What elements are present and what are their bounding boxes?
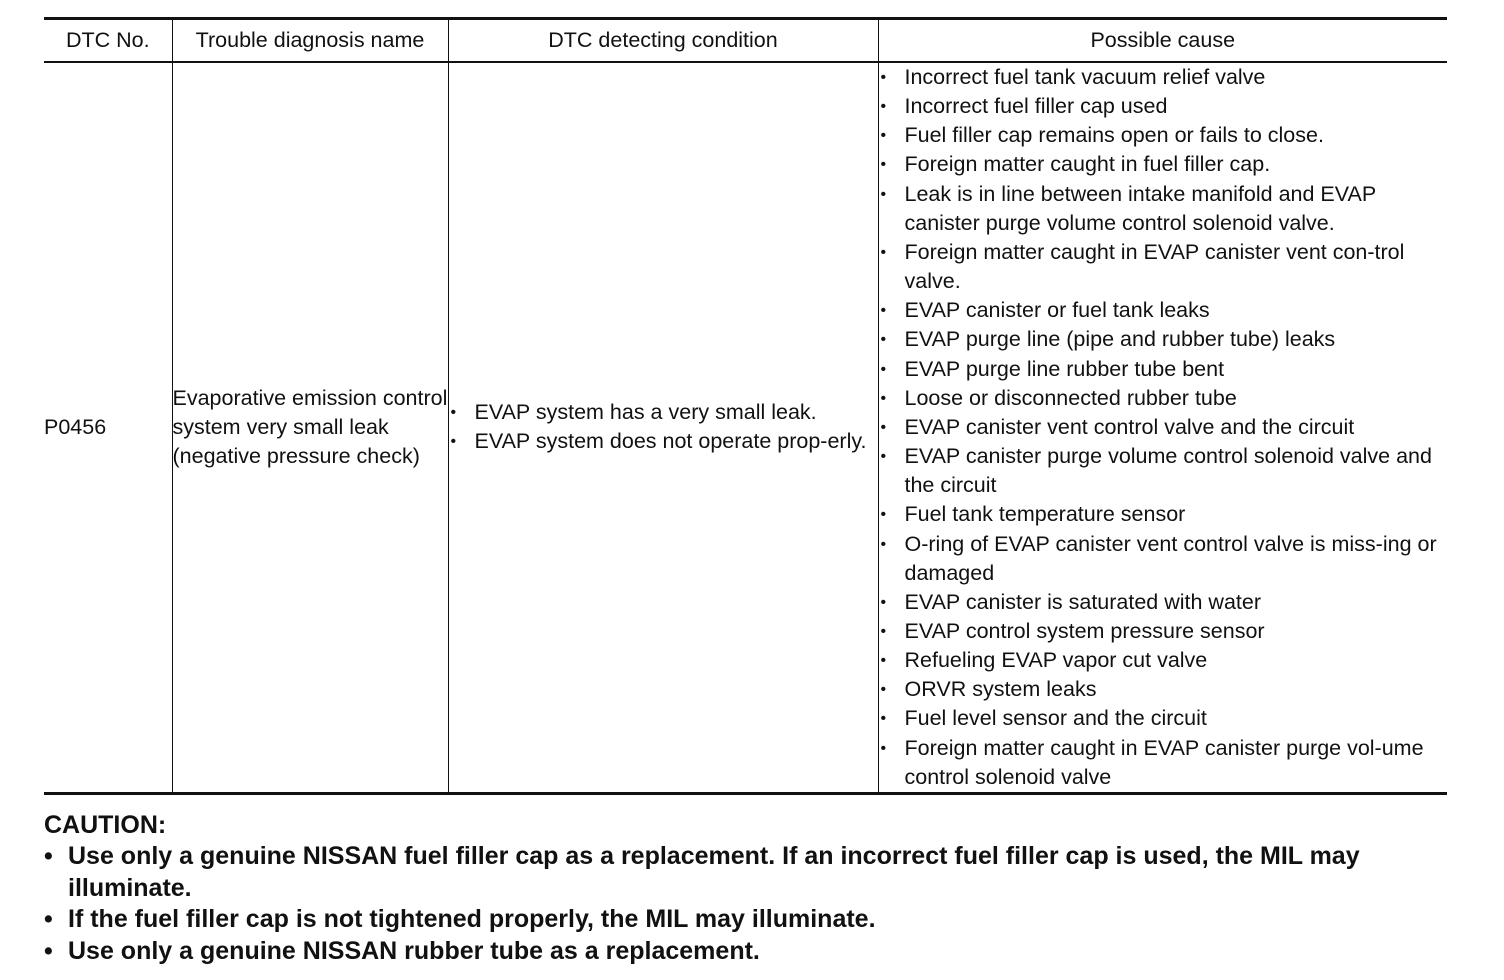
- condition-item: [449, 427, 878, 456]
- cause-item-text: Foreign matter caught in fuel filler cap.: [904, 152, 1271, 177]
- bullet-icon: •: [880, 243, 887, 261]
- bullet-icon: •: [880, 185, 887, 203]
- cause-item: [879, 442, 1448, 500]
- bullet-icon: •: [880, 681, 887, 699]
- bullet-icon: •: [450, 433, 457, 451]
- cause-item: [879, 92, 1448, 121]
- bullet-icon: •: [450, 404, 457, 422]
- caution-block: [44, 810, 1484, 967]
- cause-item-text: Incorrect fuel tank vacuum relief valve: [904, 65, 1266, 89]
- cause-item: [879, 238, 1448, 296]
- cause-item-text: Foreign matter caught in EVAP canister purge vol-ume control solenoid valve: [904, 735, 1424, 789]
- caution-title: CAUTION:: [44, 811, 167, 839]
- cause-item: [879, 63, 1448, 92]
- cause-item-text: EVAP purge line (pipe and rubber tube) leaks: [904, 327, 1336, 352]
- dtc-table: [44, 17, 1447, 795]
- cause-item-text: Fuel filler cap remains open or fails to close.: [904, 123, 1324, 148]
- condition-item-text: EVAP system has a very small leak.: [474, 400, 817, 425]
- bullet-icon: •: [880, 302, 887, 320]
- bullet-icon: •: [880, 389, 887, 407]
- cause-item: [879, 325, 1448, 354]
- header-possible-cause: Possible cause: [878, 19, 1447, 63]
- cause-item: [879, 355, 1448, 384]
- cause-item: [879, 121, 1448, 150]
- bullet-icon: •: [880, 535, 887, 553]
- table-header-row: [44, 19, 1447, 63]
- bullet-icon: •: [880, 506, 887, 524]
- cause-item-text: O-ring of EVAP canister vent control valve is miss-ing or damaged: [904, 531, 1437, 585]
- cause-item-text: Fuel level sensor and the circuit: [904, 706, 1207, 731]
- bullet-icon: •: [880, 331, 887, 349]
- cause-item-text: Leak is in line between intake manifold and EVAP canister purge volume control solenoid valve.: [904, 181, 1376, 235]
- cause-item: [879, 734, 1448, 792]
- cause-item-text: Fuel tank temperature sensor: [904, 502, 1186, 527]
- table-row: [44, 62, 1447, 793]
- condition-item-text: EVAP system does not operate prop-erly.: [474, 429, 867, 454]
- possible-causes-list: [879, 63, 1448, 792]
- cause-item-text: Loose or disconnected rubber tube: [904, 385, 1237, 410]
- possible-causes-cell: [878, 62, 1447, 793]
- cause-item-text: EVAP purge line rubber tube bent: [904, 356, 1225, 381]
- dtc-code: P0456: [44, 62, 172, 793]
- bullet-icon: •: [880, 418, 887, 436]
- bullet-icon: •: [44, 842, 53, 870]
- bullet-icon: •: [44, 905, 53, 933]
- cause-item-text: EVAP canister purge volume control solenoid valve and the circuit: [904, 444, 1432, 498]
- trouble-diagnosis-name: Evaporative emission control system very small leak (negative pressure check): [172, 62, 448, 793]
- header-trouble-diagnosis-name: Trouble diagnosis name: [172, 19, 448, 63]
- cause-item: [879, 500, 1448, 529]
- bullet-icon: •: [880, 448, 887, 466]
- cause-item: [879, 384, 1448, 413]
- cause-item: [879, 588, 1448, 617]
- cause-item-text: Foreign matter caught in EVAP canister vent con-trol valve.: [904, 239, 1405, 294]
- cause-item: [879, 704, 1448, 733]
- cause-item-text: EVAP canister is saturated with water: [904, 589, 1262, 614]
- header-dtc-no: DTC No.: [44, 19, 172, 63]
- bullet-icon: •: [880, 739, 887, 757]
- cause-item: [879, 675, 1448, 704]
- cause-item: [879, 530, 1448, 588]
- caution-item-text: Use only a genuine NISSAN fuel filler cap as a replacement. If an incorrect fuel filler cap is used, the MIL may illuminate.: [68, 842, 1360, 902]
- cause-item-text: EVAP control system pressure sensor: [904, 618, 1265, 643]
- bullet-icon: •: [880, 652, 887, 670]
- cause-item-text: Refueling EVAP vapor cut valve: [904, 648, 1208, 673]
- cause-item: [879, 413, 1448, 442]
- cause-item-text: ORVR system leaks: [904, 677, 1097, 702]
- bullet-icon: •: [880, 156, 887, 174]
- cause-item-text: Incorrect fuel filler cap used: [904, 94, 1168, 119]
- cause-item: [879, 646, 1448, 675]
- caution-item: [44, 904, 1484, 936]
- bullet-icon: •: [880, 127, 887, 145]
- detecting-conditions-list: [449, 398, 878, 456]
- bullet-icon: •: [880, 69, 887, 86]
- header-dtc-detecting-condition: DTC detecting condition: [448, 19, 878, 63]
- caution-item: [44, 936, 1484, 968]
- cause-item: [879, 180, 1448, 238]
- bullet-icon: •: [880, 710, 887, 728]
- condition-item: [449, 398, 878, 427]
- cause-item: [879, 296, 1448, 325]
- caution-item-text: Use only a genuine NISSAN rubber tube as a replacement.: [68, 936, 760, 965]
- bullet-icon: •: [880, 593, 887, 611]
- bullet-icon: •: [880, 360, 887, 378]
- cause-item-text: EVAP canister or fuel tank leaks: [904, 298, 1210, 323]
- bullet-icon: •: [44, 936, 53, 965]
- cause-item-text: EVAP canister vent control valve and the circuit: [904, 414, 1355, 439]
- detecting-conditions-cell: [448, 62, 878, 793]
- bullet-icon: •: [880, 98, 887, 116]
- bullet-icon: •: [880, 622, 887, 640]
- caution-item-text: If the fuel filler cap is not tightened properly, the MIL may illuminate.: [68, 905, 876, 933]
- cause-item: [879, 150, 1448, 179]
- cause-item: [879, 617, 1448, 646]
- caution-list: [44, 841, 1484, 967]
- caution-item: [44, 841, 1484, 904]
